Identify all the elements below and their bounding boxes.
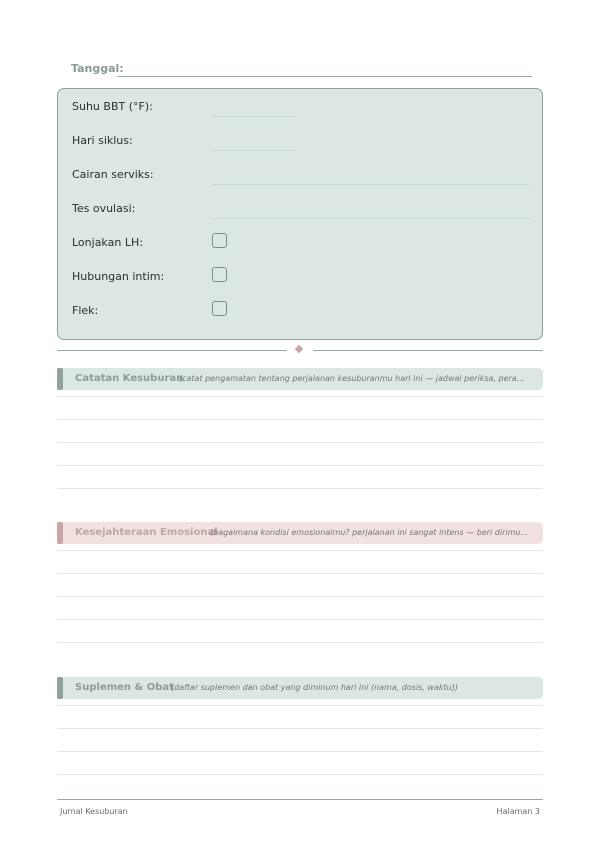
divider-line-left bbox=[57, 350, 287, 351]
field-intercourse bbox=[72, 267, 530, 287]
section-header-supplements bbox=[57, 677, 543, 699]
bbt-input-line[interactable] bbox=[212, 116, 296, 117]
section-title: Suplemen & Obat bbox=[75, 682, 174, 693]
field-cycle-day bbox=[72, 131, 530, 151]
section-header-emotional-wellbeing bbox=[57, 522, 543, 544]
writing-line[interactable] bbox=[57, 573, 543, 574]
field-ovulation-test bbox=[72, 199, 530, 219]
footer-journal-title: Jurnal Kesuburan bbox=[60, 807, 128, 816]
lh-surge-checkbox[interactable] bbox=[212, 233, 227, 248]
field-label: Suhu BBT (°F): bbox=[72, 100, 153, 113]
writing-line[interactable] bbox=[57, 642, 543, 643]
writing-line[interactable] bbox=[57, 728, 543, 729]
ovulation-test-input-line[interactable] bbox=[212, 218, 530, 219]
section-hint: (bagaimana kondisi emosionalmu? perjalanan ini sangat intens — beri dirimu... bbox=[210, 528, 529, 537]
date-label: Tanggal: bbox=[71, 62, 124, 75]
intercourse-checkbox[interactable] bbox=[212, 267, 227, 282]
field-label: Cairan serviks: bbox=[72, 168, 154, 181]
footer-rule bbox=[57, 799, 543, 800]
diamond-icon bbox=[295, 345, 303, 353]
section-title: Catatan Kesuburan bbox=[75, 373, 184, 384]
daily-tracker-box bbox=[57, 88, 543, 340]
section-header-fertility-notes bbox=[57, 368, 543, 390]
date-row bbox=[71, 62, 532, 78]
field-label: Hari siklus: bbox=[72, 134, 133, 147]
field-lh-surge bbox=[72, 233, 530, 253]
field-spotting bbox=[72, 301, 530, 321]
field-bbt bbox=[72, 97, 530, 117]
divider-line-right bbox=[313, 350, 543, 351]
writing-line[interactable] bbox=[57, 751, 543, 752]
section-accent-bar bbox=[57, 368, 63, 390]
writing-line[interactable] bbox=[57, 396, 543, 397]
section-title: Kesejahteraan Emosional bbox=[75, 527, 218, 538]
section-accent-bar bbox=[57, 522, 63, 544]
writing-line[interactable] bbox=[57, 705, 543, 706]
section-accent-bar bbox=[57, 677, 63, 699]
writing-line[interactable] bbox=[57, 596, 543, 597]
ornamental-divider bbox=[57, 346, 543, 356]
footer-page-number: Halaman 3 bbox=[496, 807, 540, 816]
field-cervical-fluid bbox=[72, 165, 530, 185]
section-hint: (daftar suplemen dan obat yang diminum hari ini (nama, dosis, waktu)) bbox=[171, 683, 458, 692]
writing-line[interactable] bbox=[57, 550, 543, 551]
date-input-line[interactable] bbox=[117, 76, 532, 77]
writing-line[interactable] bbox=[57, 488, 543, 489]
field-label: Flek: bbox=[72, 304, 99, 317]
field-label: Tes ovulasi: bbox=[72, 202, 136, 215]
writing-line[interactable] bbox=[57, 619, 543, 620]
field-label: Hubungan intim: bbox=[72, 270, 165, 283]
spotting-checkbox[interactable] bbox=[212, 301, 227, 316]
writing-line[interactable] bbox=[57, 774, 543, 775]
section-hint: (catat pengamatan tentang perjalanan kesuburanmu hari ini — jadwal periksa, pera... bbox=[179, 374, 525, 383]
writing-line[interactable] bbox=[57, 465, 543, 466]
field-label: Lonjakan LH: bbox=[72, 236, 143, 249]
cervical-fluid-input-line[interactable] bbox=[212, 184, 530, 185]
writing-line[interactable] bbox=[57, 442, 543, 443]
cycle-day-input-line[interactable] bbox=[212, 150, 296, 151]
writing-line[interactable] bbox=[57, 419, 543, 420]
